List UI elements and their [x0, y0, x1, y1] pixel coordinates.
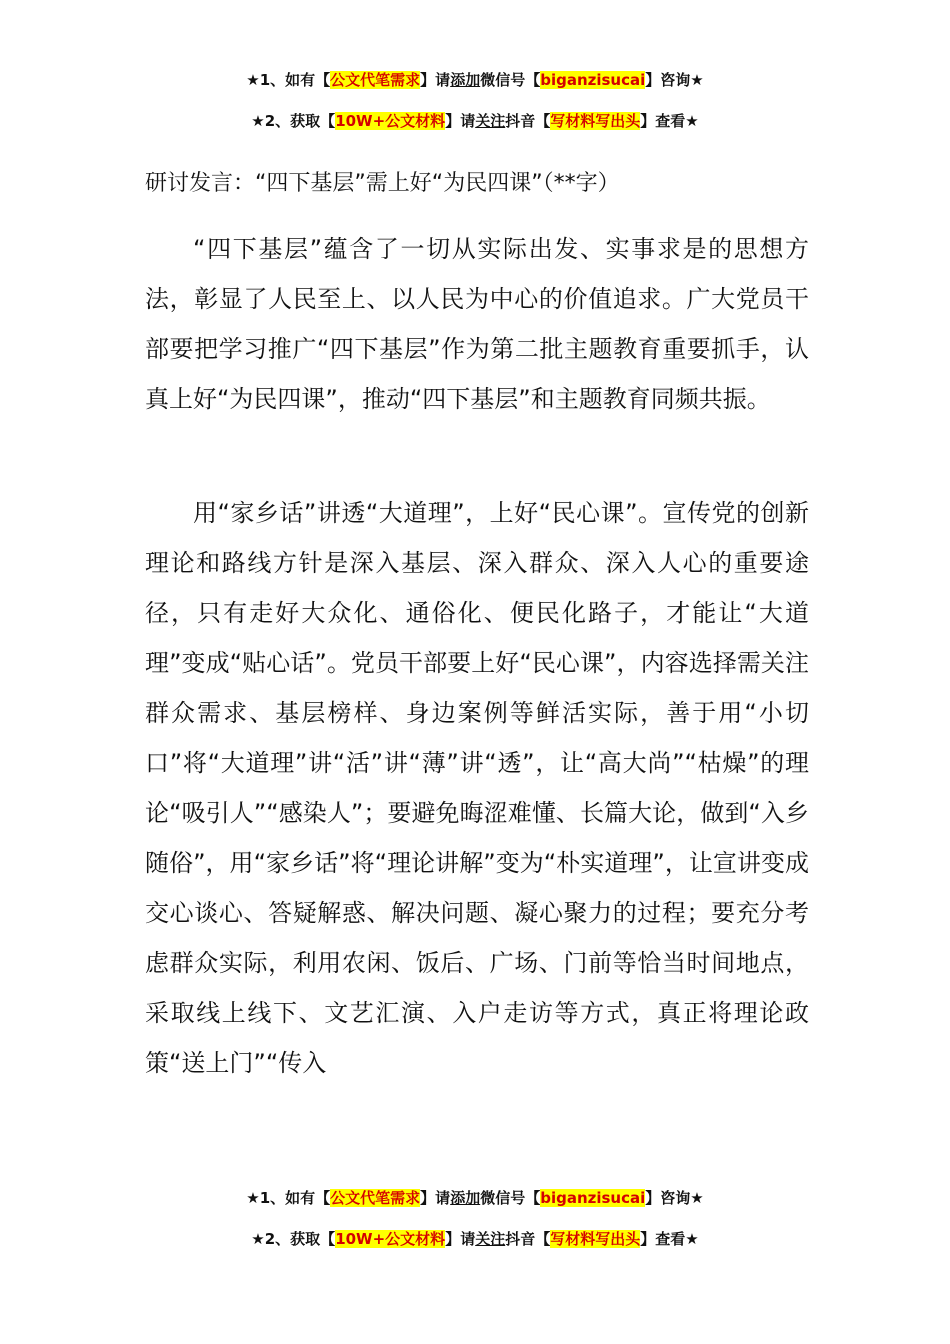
banner-text: 】咨询★ [645, 1189, 704, 1207]
underlined-text: 添加 [450, 1189, 481, 1207]
banner-text: 抖音【 [505, 1230, 551, 1248]
banner-text: 微信号【 [480, 1189, 541, 1207]
banner-text: 】查看★ [640, 1230, 699, 1248]
underlined-text: 关注 [475, 1230, 506, 1248]
footer-ad-line-1 [0, 1188, 950, 1208]
banner-text: 】请 [420, 1189, 451, 1207]
banner-text: 】请 [420, 71, 451, 89]
banner-text: 】咨询★ [645, 71, 704, 89]
paragraph-1: “四下基层”蕴含了一切从实际出发、实事求是的思想方法，彰显了人民至上、以人民为中心的价值追求。广大党员干部要把学习推广“四下基层”作为第二批主题教育重要抓手，认真上好“为民四课”，推动“四下基层”和主题教育同频共振。 [145, 235, 809, 413]
header-ad-line-1 [0, 70, 950, 90]
highlight-text: 公文代笔需求 [330, 71, 421, 89]
douyin-highlight: 写材料写出头 [550, 112, 641, 130]
highlight-text: 公文代笔需求 [330, 1189, 421, 1207]
banner-text: 】查看★ [640, 112, 699, 130]
underlined-text: 关注 [475, 112, 506, 130]
banner-text: 微信号【 [480, 71, 541, 89]
banner-text: ★2、获取【 [251, 112, 336, 130]
douyin-highlight: 写材料写出头 [550, 1230, 641, 1248]
banner-text: ★1、如有【 [246, 71, 331, 89]
banner-text: 】请 [445, 1230, 476, 1248]
paragraph-2: 用“家乡话”讲透“大道理”，上好“民心课”。宣传党的创新理论和路线方针是深入基层、深入群众、深入人心的重要途径，只有走好大众化、通俗化、便民化路子，才能让“大道理”变成“贴心话”。党员干部要上好“民心课”，内容选择需关注群众需求、基层榜样、身边案例等鲜活实际，善于用“小切口”将“大道理”讲“活”讲“薄”讲“透”，让“高大尚”“枯燥”的理论“吸引人”“感染人”；要避免晦涩难懂、长篇大论，做到“入乡随俗”，用“家乡话”将“理论讲解”变为“朴实道理”，让宣讲变成交心谈心、答疑解惑、解决问题、凝心聚力的过程；要充分考虑群众实际，利用农闲、饭后、广场、门前等恰当时间地点，采取线上线下、文艺汇演、入户走访等方式，真正将理论政策“送上门”“传入 [145, 499, 809, 1077]
footer-ad-line-2 [0, 1229, 950, 1249]
header-ad-line-2 [0, 111, 950, 131]
document-title: 研讨发言：“四下基层”需上好“为民四课”（**字） [145, 171, 620, 196]
banner-text: ★2、获取【 [251, 1230, 336, 1248]
wechat-id-highlight: biganzisucai [540, 71, 646, 89]
banner-text: ★1、如有【 [246, 1189, 331, 1207]
banner-text: 抖音【 [505, 112, 551, 130]
highlight-text: 10W+公文材料 [335, 112, 446, 130]
underlined-text: 添加 [450, 71, 481, 89]
wechat-id-highlight: biganzisucai [540, 1189, 646, 1207]
highlight-text: 10W+公文材料 [335, 1230, 446, 1248]
banner-text: 】请 [445, 112, 476, 130]
